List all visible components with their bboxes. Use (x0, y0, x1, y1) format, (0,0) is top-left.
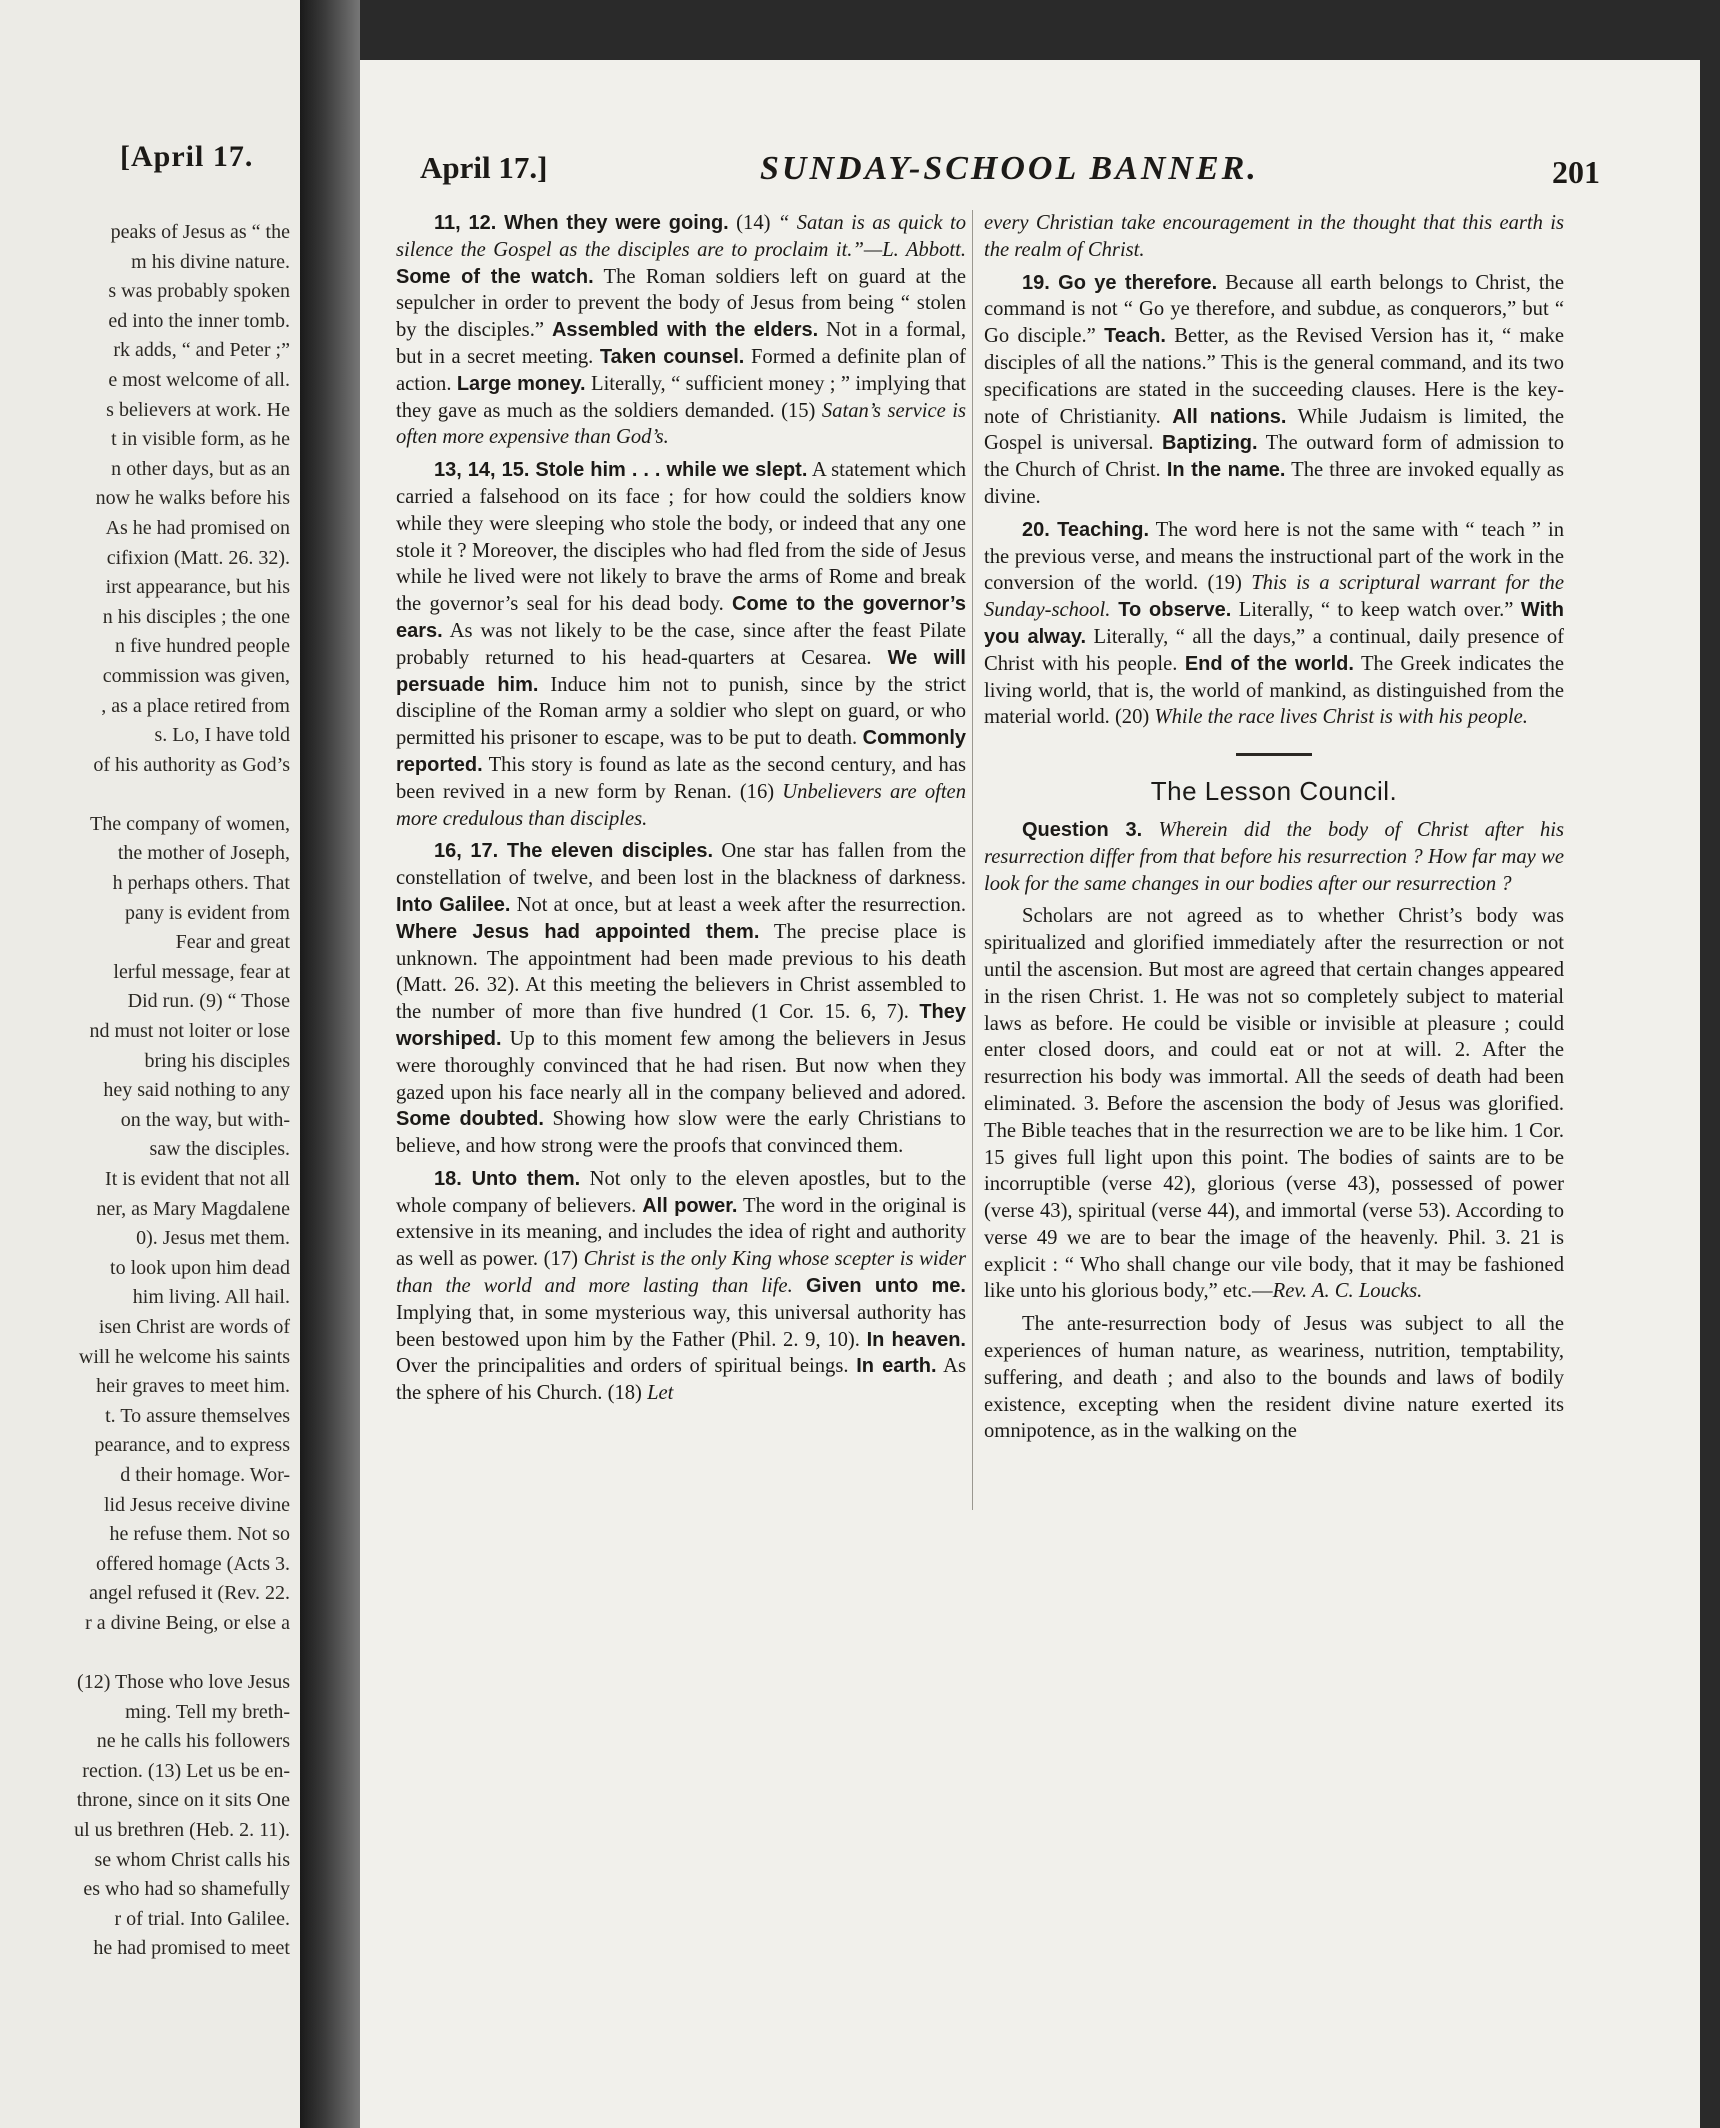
left-page-line: of his authority as God’s (93, 753, 290, 776)
left-page-line: Fear and great (175, 931, 290, 954)
text: The ante-resurrection body of Jesus was subject to all the experiences of human nature, as weariness, nutrition, temptability, suffering, and death ; and also to the bounds and laws of bodily existence, excepting when the resident divine nature exerted its omnipotence, as in the walking on the (984, 1313, 1564, 1443)
heading-all-power: All power. (642, 1194, 738, 1217)
text: Literally, “ sufficient money ; ” implying that they gave as much as the soldiers demanded. (15) (396, 372, 966, 422)
left-page-line: lerful message, fear at (113, 960, 290, 983)
text: As the sphere of his Church. (18) (396, 1355, 966, 1405)
text: As was not likely to be the case, since after the feast Pilate probably returned to his head-quarters at Cesarea. (396, 619, 966, 669)
left-page-line: ne he calls his followers (96, 1730, 290, 1753)
text: The Roman soldiers left on guard at the sepulcher in order to prevent the body of Jesus from being “ stolen by the disciples.” (396, 265, 966, 342)
left-page-line: n his disciples ; the one (102, 605, 290, 628)
paragraph-verse-20 (984, 517, 1564, 731)
left-page-line: t. To assure themselves (105, 1404, 290, 1427)
left-page-line: to look upon him dead (110, 1256, 290, 1279)
left-page-line: isen Christ are words of (98, 1315, 290, 1338)
left-page-line: t in visible form, as he (111, 428, 290, 451)
left-page-line: As he had promised on (105, 516, 290, 539)
heading-in-heaven: In heaven. (866, 1328, 966, 1351)
text: The Greek indicates the living world, that is, the world of mankind, as distinguished from the material world. (20) (984, 652, 1564, 729)
column-right (984, 210, 1564, 1451)
question-text: Wherein did the body of Christ after his resurrection differ from that before his resurrection ? How far may we look for the same changes in our bodies after our resurrection ? (984, 818, 1564, 895)
left-page-line: he refuse them. Not so (109, 1523, 290, 1546)
left-page-line: The company of women, (90, 812, 290, 835)
left-page-line (0, 780, 290, 810)
left-page-line (0, 1639, 290, 1669)
heading-in-earth: In earth. (856, 1355, 937, 1378)
left-page-line: irst appearance, but his (105, 576, 290, 599)
left-page-line: n other days, but as an (111, 457, 290, 480)
left-page-line: hey said nothing to any (103, 1079, 290, 1102)
paragraph-answer-1 (984, 903, 1564, 1305)
left-page-line: pearance, and to express (94, 1434, 290, 1457)
left-page-line: n five hundred people (115, 635, 290, 658)
italic-note: Unbelievers are often more credulous than disciples. (396, 780, 966, 830)
book-gutter (300, 0, 360, 2128)
italic-note: Christ is the only King whose scepter is wider than the world and more lasting than life. (396, 1248, 966, 1298)
left-page-line: Did run. (9) “ Those (127, 990, 290, 1013)
italic-note: Satan’s service is often more expensive than God’s. (396, 399, 966, 449)
left-page-fragment (0, 0, 300, 2128)
heading-taken-counsel: Taken counsel. (599, 345, 745, 368)
left-page-line: him living. All hail. (132, 1286, 290, 1309)
heading-large-money: Large money. (456, 372, 586, 395)
left-page-line: saw the disciples. (149, 1138, 290, 1161)
left-page-line: nd must not loiter or lose (89, 1020, 290, 1043)
text: Not at once, but at least a week after the resurrection. (510, 893, 966, 916)
left-page-line: throne, since on it sits One (76, 1789, 290, 1812)
left-page-line: r a divine Being, or else a (85, 1611, 290, 1634)
italic-note: This is a scriptural warrant for the Sunday-school. (984, 572, 1564, 622)
left-page-line: 0). Jesus met them. (136, 1227, 290, 1250)
author-credit: Rev. A. C. Loucks. (1272, 1280, 1423, 1303)
left-page-line: commission was given, (102, 664, 290, 687)
heading-verse-20: 20. Teaching. (1022, 518, 1150, 541)
text: Better, as the Revised Version has it, “ make disciples of all the nations.” This is the general command, and its two specifications are stated in the succeeding clauses. Here is the key-note of Christianity. (984, 325, 1564, 428)
text: While Judaism is limited, the Gospel is universal. (984, 405, 1564, 455)
heading-baptizing: Baptizing. (1162, 432, 1258, 455)
italic-quote: “ Satan is as quick to silence the Gospel as the disciples are to proclaim it.”—L. Abbott. (396, 212, 966, 261)
left-page-line: ul us brethren (Heb. 2. 11). (74, 1819, 290, 1842)
left-page-line: , as a place retired from (101, 694, 290, 717)
heading-verse-18: 18. Unto them. (434, 1167, 581, 1190)
heading-they-worshiped: They worshiped. (396, 1001, 966, 1050)
text: Literally, “ all the days,” a continual, daily presence of Christ with his people. (984, 625, 1564, 675)
left-page-line: on the way, but with- (120, 1108, 290, 1131)
left-page-line: angel refused it (Rev. 22. (89, 1582, 290, 1605)
left-page-line: pany is evident from (125, 901, 290, 924)
heading-assembled: Assembled with the elders. (551, 319, 819, 342)
left-page-column (0, 218, 290, 1964)
heading-appointed-them: Where Jesus had appointed them. (396, 920, 760, 943)
left-page-line: s. Lo, I have told (154, 724, 290, 747)
left-page-line: lid Jesus receive divine (103, 1493, 290, 1516)
text: Not in a formal, but in a secret meeting. (396, 319, 966, 368)
heading-teach: Teach. (1104, 325, 1166, 348)
left-page-line: the mother of Joseph, (117, 842, 290, 865)
heading-with-you-alway: With you alway. (984, 599, 1565, 648)
text: One star has fallen from the constellation of twelve, and been lost in the blackness of darkness. (396, 840, 966, 890)
text: Not only to the eleven apostles, but to the whole company of believers. (396, 1167, 966, 1217)
paragraph-verse-19 (984, 270, 1564, 511)
left-page-line: se whom Christ calls his (94, 1848, 290, 1871)
left-page-line: ed into the inner tomb. (108, 309, 290, 332)
left-page-line: bring his disciples (144, 1049, 290, 1072)
italic-note: Let (647, 1382, 674, 1405)
text: This story is found as late as the second century, and has been revived in a new form by Renan. (16) (396, 753, 966, 803)
text: Induce him not to punish, since by the strict discipline of the Roman army a soldier who slept on guard, or who permitted his prisoner to escape, was to be put to death. (396, 673, 966, 750)
lesson-council-title: The Lesson Council. (1150, 776, 1398, 807)
left-page-line: It is evident that not all (105, 1168, 290, 1190)
heading-some-doubted: Some doubted. (396, 1108, 544, 1131)
paragraph-verse-18 (396, 1166, 966, 1407)
header-date: April 17.] (420, 150, 548, 185)
heading-end-of-the-world: End of the world. (1184, 652, 1354, 675)
left-page-line: (12) Those who love Jesus (77, 1671, 290, 1694)
heading-verses-13-15: 13, 14, 15. Stole him . . . while we slept. (434, 459, 808, 482)
page-number: 201 (1552, 154, 1600, 190)
right-page (360, 60, 1700, 2128)
text: Up to this moment few among the believers in Jesus were thoroughly convinced that he had risen. But now when they gazed upon his face nearly all in the company believed and adored. (396, 1027, 966, 1104)
column-left (396, 210, 966, 1413)
running-header (420, 150, 1600, 200)
text: A statement which carried a falsehood on its face ; for how could the soldiers know while they were sleeping who stole the body, or indeed that any one stole it ? Moreover, the disciples who had fled from the side of Jesus while he lived were not likely to brave the arms of Rome and break the governor’s seal for his dead body. (396, 459, 966, 616)
left-page-line: e most welcome of all. (108, 368, 290, 391)
heading-all-nations: All nations. (1172, 405, 1287, 428)
left-page-line: rk adds, “ and Peter ;” (113, 339, 290, 362)
left-page-line: peaks of Jesus as “ the (110, 221, 290, 243)
text: Implying that, in some mysterious way, this universal authority has been bestowed upon him by the Father (Phil. 2. 9, 10). (396, 1301, 966, 1351)
left-page-line: now he walks before his (95, 487, 290, 510)
left-page-line: offered homage (Acts 3. (95, 1552, 290, 1575)
heading-governors-ears: Come to the governor’s ears. (396, 593, 966, 642)
left-page-line: d their homage. Wor- (120, 1463, 290, 1486)
text: The three are invoked equally as divine. (984, 459, 1564, 508)
text: The word here is not the same with “ teach ” in the previous verse, and means the instructional part of the work in the conversion of the world. (19) (984, 518, 1565, 595)
paragraph-verses-11-12 (396, 210, 966, 451)
italic-note: every Christian take encouragement in the thought that this earth is the realm of Christ. (984, 212, 1564, 261)
left-page-line: cifixion (Matt. 26. 32). (106, 546, 290, 569)
left-page-line: es who had so shamefully (83, 1878, 290, 1901)
left-page-header: [April 17. (120, 140, 254, 173)
question-paragraph (984, 817, 1564, 897)
text: (14) (728, 212, 778, 234)
heading-into-galilee: Into Galilee. (396, 893, 511, 916)
text: The precise place is unknown. The appointment had been made previous to his death (Matt. 26. 32). At this meeting the believers in Christ assembled to the number of more than five hundred (1 Cor. 15. 6, 7). (396, 920, 966, 1024)
text: Literally, “ to keep watch over.” (1231, 599, 1521, 622)
text: The word in the original is extensive in its meaning, and includes the idea of right and authority as well as power. (17) (396, 1194, 967, 1271)
left-page-line: will he welcome his saints (78, 1345, 290, 1368)
heading-to-observe: To observe. (1110, 599, 1232, 622)
left-page-line: heir graves to meet him. (96, 1375, 290, 1398)
text: Because all earth belongs to Christ, the command is not “ Go ye therefore, and subdue, as conquerors,” but “ Go disciple.” (984, 271, 1564, 348)
left-page-line: he had promised to meet (93, 1937, 290, 1960)
text: Formed a definite plan of action. (396, 345, 966, 395)
heading-in-the-name: In the name. (1166, 459, 1286, 482)
heading-persuade-him: We will persuade him. (396, 646, 966, 696)
header-title: SUNDAY-SCHOOL BANNER. (760, 150, 1259, 187)
paragraph-verses-16-17 (396, 838, 966, 1160)
italic-note: While the race lives Christ is with his people. (1154, 706, 1528, 729)
text: The outward form of admission to the Church of Christ. (984, 432, 1564, 482)
section-divider (1236, 753, 1312, 756)
heading-some-of-the-watch: Some of the watch. (396, 265, 594, 288)
left-page-line: r of trial. Into Galilee. (114, 1907, 290, 1930)
text: Showing how slow were the early Christians to believe, and how strong were the proofs that convinced them. (396, 1108, 966, 1158)
paragraph-continuation (984, 210, 1564, 264)
left-page-line: m his divine nature. (131, 250, 290, 273)
left-page-line: ming. Tell my breth- (125, 1700, 290, 1723)
column-rule (972, 210, 973, 1510)
text: Scholars are not agreed as to whether Christ’s body was spiritualized and glorified immediately after the resurrection or not until the ascension. But most are agreed that certain changes appeared in the risen Christ. 1. He was not so completely subject to material laws as before. He could be visible or invisible at pleasure ; could enter closed doors, and could eat or not at will. 2. After the resurrection his body was immortal. All the seeds of death had been eliminated. 3. Before the ascension the body of Jesus was glorified. The Bible teaches that in the resurrection we are to be like him. 1 Cor. 15 gives full light upon this point. The bodies of saints are to be incorruptible (verse 42), glorious (verse 43), possessed of power (verse 43), spiritual (verse 44), and immortal (verse 53). According to verse 49 we are to bear the image of the heavenly. Phil. 3. 21 is explicit : “ Who shall change our vile body, that it may be fashioned like unto his glorious body,” etc.— (984, 905, 1564, 1303)
paragraph-verses-13-15 (396, 457, 966, 832)
heading-verses-16-17: 16, 17. The eleven disciples. (434, 840, 714, 863)
text: Over the principalities and orders of spiritual beings. (396, 1355, 857, 1378)
left-page-line: h perhaps others. That (112, 872, 290, 895)
left-page-line: s believers at work. He (106, 398, 290, 421)
heading-commonly-reported: Commonly reported. (396, 727, 966, 776)
heading-verse-19: 19. Go ye therefore. (1022, 271, 1218, 294)
question-label: Question 3. (1022, 818, 1143, 841)
left-page-line: rection. (13) Let us be en- (82, 1759, 290, 1782)
paragraph-answer-2 (984, 1311, 1564, 1445)
left-page-line: s was probably spoken (108, 280, 290, 303)
heading-given-unto-me: Given unto me. (792, 1275, 966, 1298)
left-page-line: ner, as Mary Magdalene (96, 1197, 290, 1220)
heading-verses-11-12: 11, 12. When they were going. (434, 212, 729, 234)
